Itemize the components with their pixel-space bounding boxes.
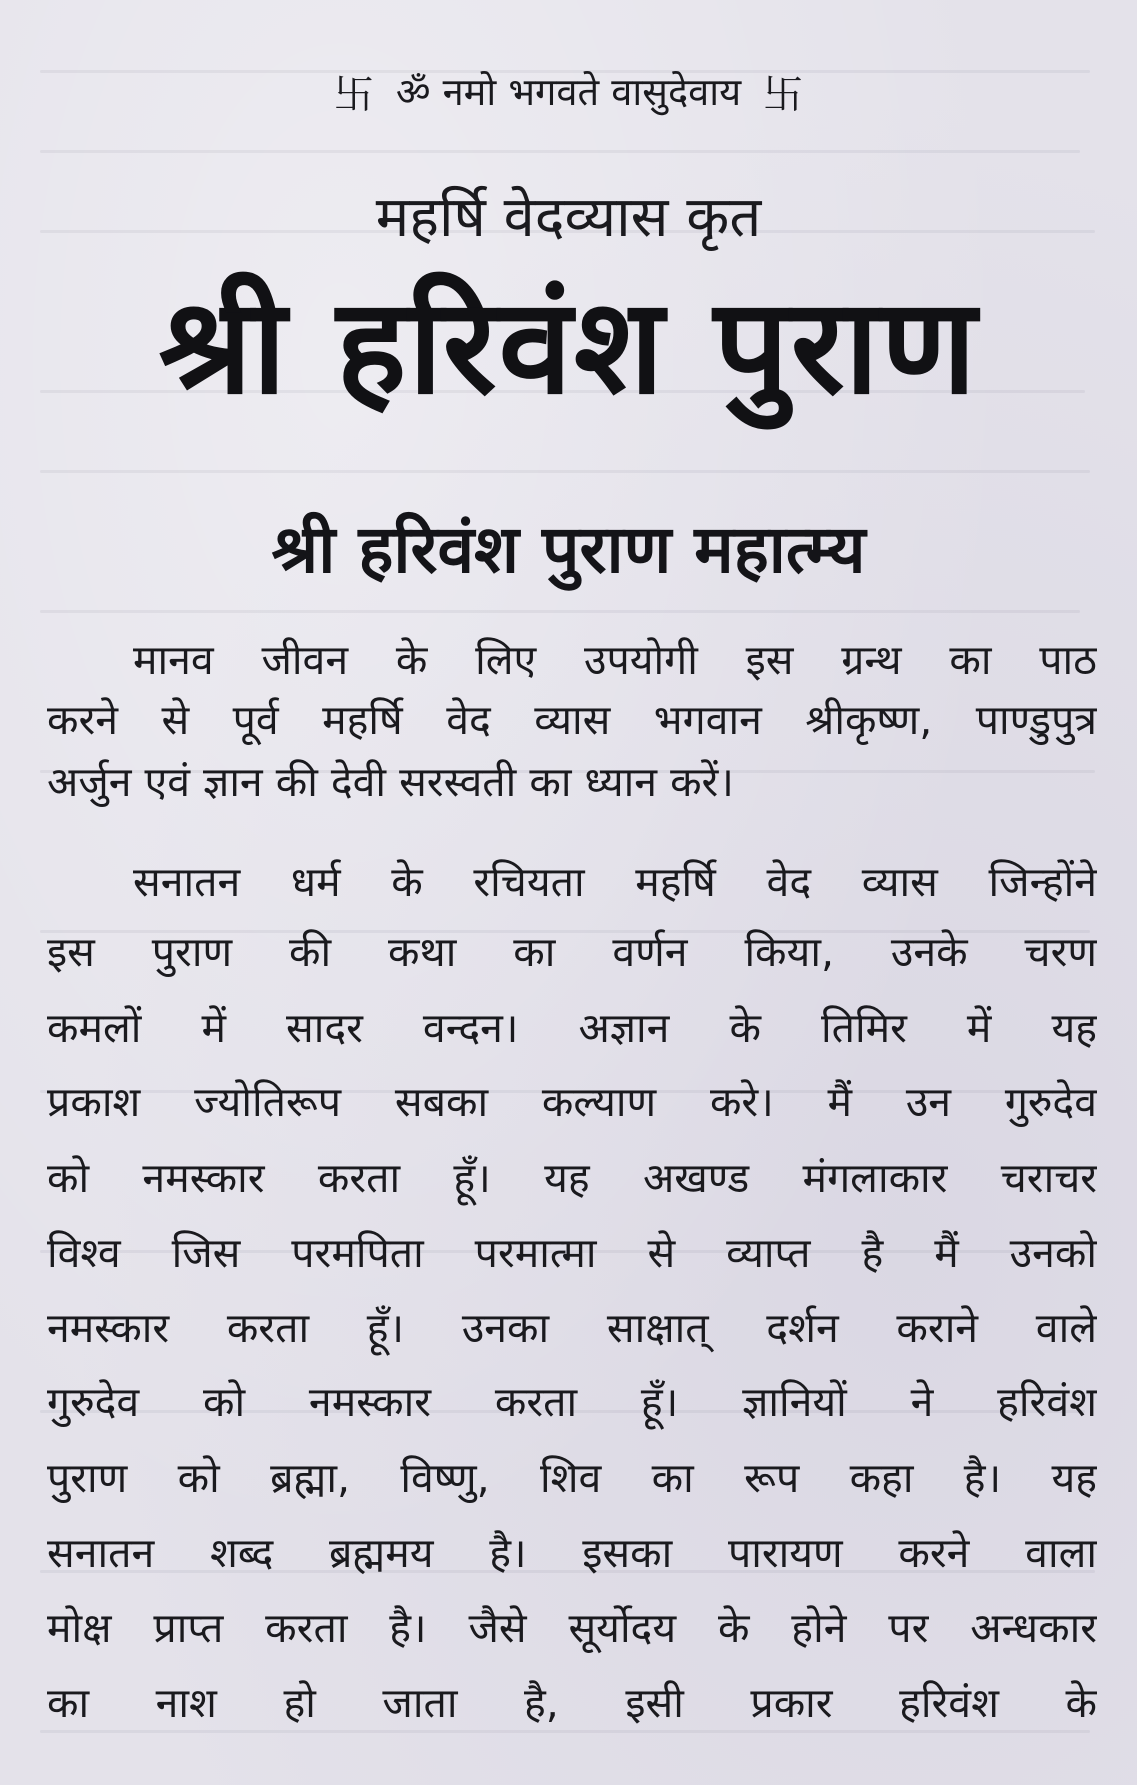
paragraph-2-line-4: प्रकाश ज्योतिरूप सबका कल्याण करे। मैं उन गुरुदेव [47,1078,1097,1126]
paragraph-2-line-10: सनातन शब्द ब्रह्ममय है। इसका पारायण करने वाला [47,1529,1097,1577]
paragraph-2-line-12: का नाश हो जाता है, इसी प्रकार हरिवंश के [47,1679,1097,1727]
swastika-right-icon: 卐 [763,71,804,118]
invocation-line [0,62,1137,125]
paragraph-2-line-2: इस पुराण की कथा का वर्णन किया, उनके चरण [47,928,1097,976]
paragraph-2-line-7: नमस्कार करता हूँ। उनका साक्षात् दर्शन कराने वाले [47,1304,1097,1352]
paragraph-1-line-2: करने से पूर्व महर्षि वेद व्यास भगवान श्रीकृष्ण, पाण्डुपुत्र [47,696,1097,744]
paragraph-2-line-1: सनातन धर्म के रचियता महर्षि वेद व्यास जिन्होंने [133,858,1097,906]
paragraph-2-line-11: मोक्ष प्राप्त करता है। जैसे सूर्योदय के होने पर अन्धकार [47,1604,1097,1652]
paragraph-2-line-5: को नमस्कार करता हूँ। यह अखण्ड मंगलाकार चराचर [47,1154,1097,1202]
paragraph-1-line-1: मानव जीवन के लिए उपयोगी इस ग्रन्थ का पाठ [133,636,1097,684]
paragraph-2-line-3: कमलों में सादर वन्दन। अज्ञान के तिमिर में यह [47,1004,1097,1052]
swastika-left-icon: 卐 [333,71,374,118]
paragraph-2-line-8: गुरुदेव को नमस्कार करता हूँ। ज्ञानियों ने हरिवंश [47,1378,1097,1426]
paragraph-2-line-9: पुराण को ब्रह्मा, विष्णु, शिव का रूप कहा है। यह [47,1454,1097,1502]
book-title: श्री हरिवंश पुराण [158,270,979,424]
invocation-text: ॐ नमो भगवते वासुदेवाय [395,70,742,114]
paragraph-1-line-3: अर्जुन एवं ज्ञान की देवी सरस्वती का ध्यान करें। [47,758,734,806]
section-heading: श्री हरिवंश पुराण महात्म्य [271,511,866,588]
author-subtitle: महर्षि वेदव्यास कृत [375,185,762,250]
paragraph-2-line-6: विश्व जिस परमपिता परमात्मा से व्याप्त है मैं उनको [47,1229,1097,1277]
